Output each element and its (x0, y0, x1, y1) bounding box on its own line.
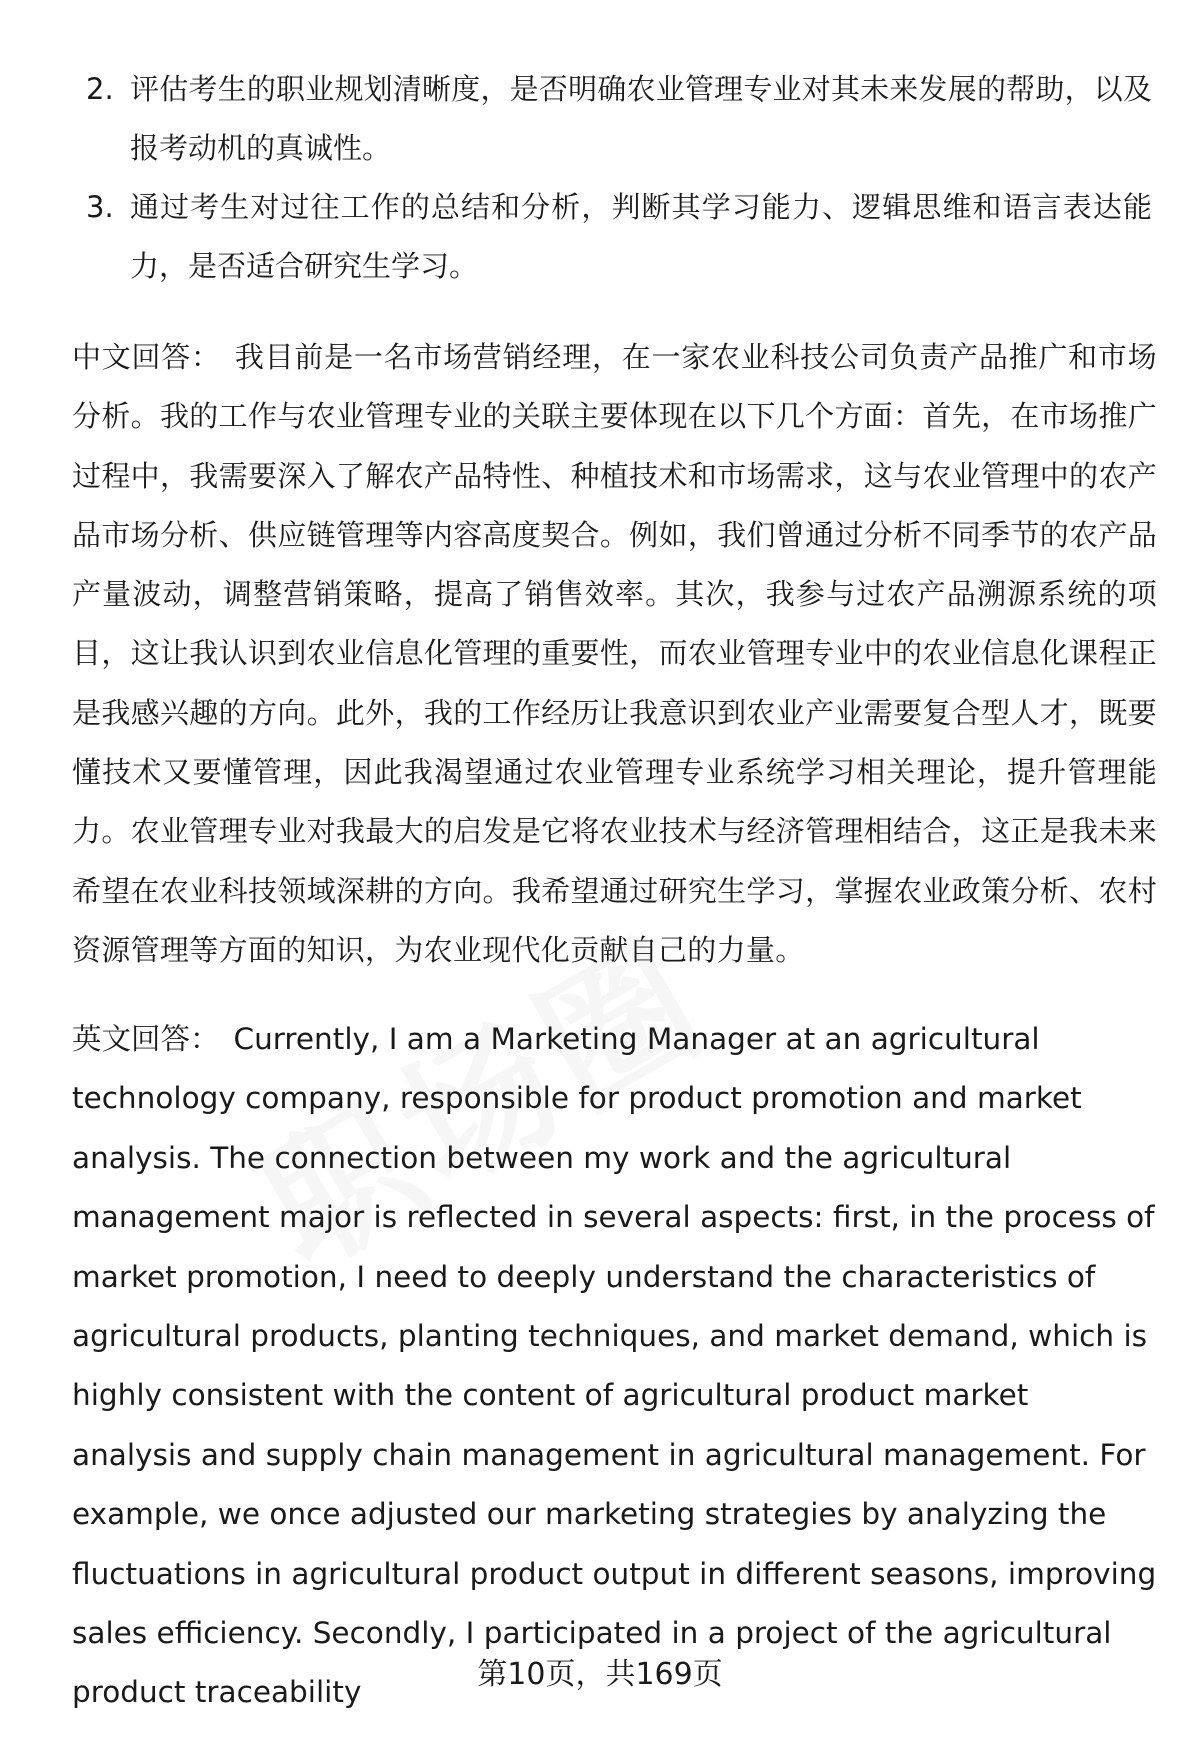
list-item-text: 通过考生对过往工作的总结和分析，判断其学习能力、逻辑思维和语言表达能力，是否适合研究生学习。 (130, 190, 1152, 283)
list-item (72, 178, 1152, 296)
page-number-footer: 第10页，共169页 (477, 1657, 723, 1692)
chinese-answer-paragraph (72, 328, 1157, 980)
list-item-number: 3. (86, 190, 114, 224)
list-item-text: 评估考生的职业规划清晰度，是否明确农业管理专业对其未来发展的帮助，以及报考动机的真诚性。 (130, 72, 1152, 165)
evaluation-list (72, 60, 1152, 296)
english-answer-paragraph (72, 1010, 1157, 1723)
list-item-number: 2. (86, 72, 114, 106)
english-answer-label: 英文回答： (72, 1022, 220, 1056)
list-item (72, 60, 1152, 178)
chinese-answer-label: 中文回答： (72, 340, 221, 374)
chinese-answer-text: 我目前是一名市场营销经理，在一家农业科技公司负责产品推广和市场分析。我的工作与农业管理专业的关联主要体现在以下几个方面：首先，在市场推广过程中，我需要深入了解农产品特性、种植技术和市场需求，这与农业管理中的农产品市场分析、供应链管理等内容高度契合。例如，我们曾通过分析不同季节的农产品产量波动，调整营销策略，提高了销售效率。其次，我参与过农产品溯源系统的项目，这让我认识到农业信息化管理的重要性，而农业管理专业中的农业信息化课程正是我感兴趣的方向。此外，我的工作经历让我意识到农业产业需要复合型人才，既要懂技术又要懂管理，因此我渴望通过农业管理专业系统学习相关理论，提升管理能力。农业管理专业对我最大的启发是它将农业技术与经济管理相结合，这正是我未来希望在农业科技领域深耕的方向。我希望通过研究生学习，掌握农业政策分析、农村资源管理等方面的知识，为农业现代化贡献自己的力量。 (72, 340, 1157, 967)
english-answer-text: Currently, I am a Marketing Manager at an agricultural technology company, responsible for product promotion and market analysis. The connection between my work and the agricultural management major is reflected in several aspects: first, in the process of market promotion, I need to deeply understand the characteristics of agricultural products, planting techniques, and market demand, which is highly consistent with the content of agricultural product market analysis and supply chain management in agricultural management. For example, we once adjusted our marketing strategies by analyzing the fluctuations in agricultural product output in different seasons, improving sales efficiency. Secondly, I participated in a project of the agricultural product traceability (72, 1022, 1157, 1710)
